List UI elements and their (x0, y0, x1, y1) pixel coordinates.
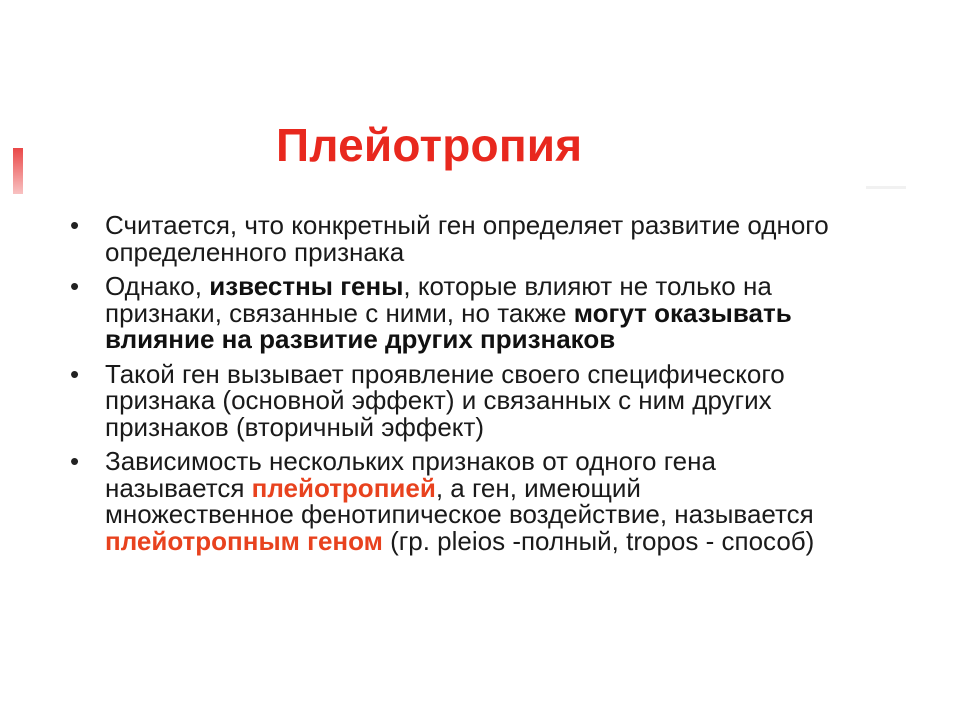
bullet-text: (гр. pleios -полный, tropos - способ) (382, 525, 815, 556)
bullet-text: , а ген, имеющий множественное фенотипическое воздействие, называется (105, 472, 814, 529)
slide-title: Плейотропия (276, 119, 583, 171)
bullet-dot-icon: • (70, 446, 80, 476)
bullet-text: Зависимость нескольких признаков от одного гена называется (105, 446, 716, 503)
bullet-item-2 (60, 273, 830, 353)
bullet-dot-icon: • (70, 210, 80, 240)
bullet-item-1 (60, 212, 830, 265)
highlight-term: плейотропией (251, 472, 436, 503)
bold-phrase: известны гены (209, 271, 404, 301)
bullet-text: Такой ген вызывает проявление своего специфического признака (основной эффект) и связанных с ним других признаков (вторичный эффект) (105, 358, 785, 442)
bullet-text: Считается, что конкретный ген определяет развитие одного определенного признака (105, 210, 829, 267)
bullet-text: Однако, (105, 271, 210, 301)
bullet-item-3 (60, 358, 830, 442)
bullet-dot-icon: • (70, 358, 80, 389)
bullet-item-4 (60, 448, 830, 554)
bullet-text: , которые влияют не только на признаки, связанные с ними, но также (105, 271, 772, 328)
bold-phrase: могут оказывать влияние на развитие других признаков (105, 297, 792, 354)
decorative-accent-bar (13, 148, 23, 194)
bullet-dot-icon: • (70, 271, 80, 301)
decorative-rule (866, 186, 906, 189)
highlight-term: плейотропным геном (105, 525, 383, 556)
bullet-list (60, 212, 830, 562)
